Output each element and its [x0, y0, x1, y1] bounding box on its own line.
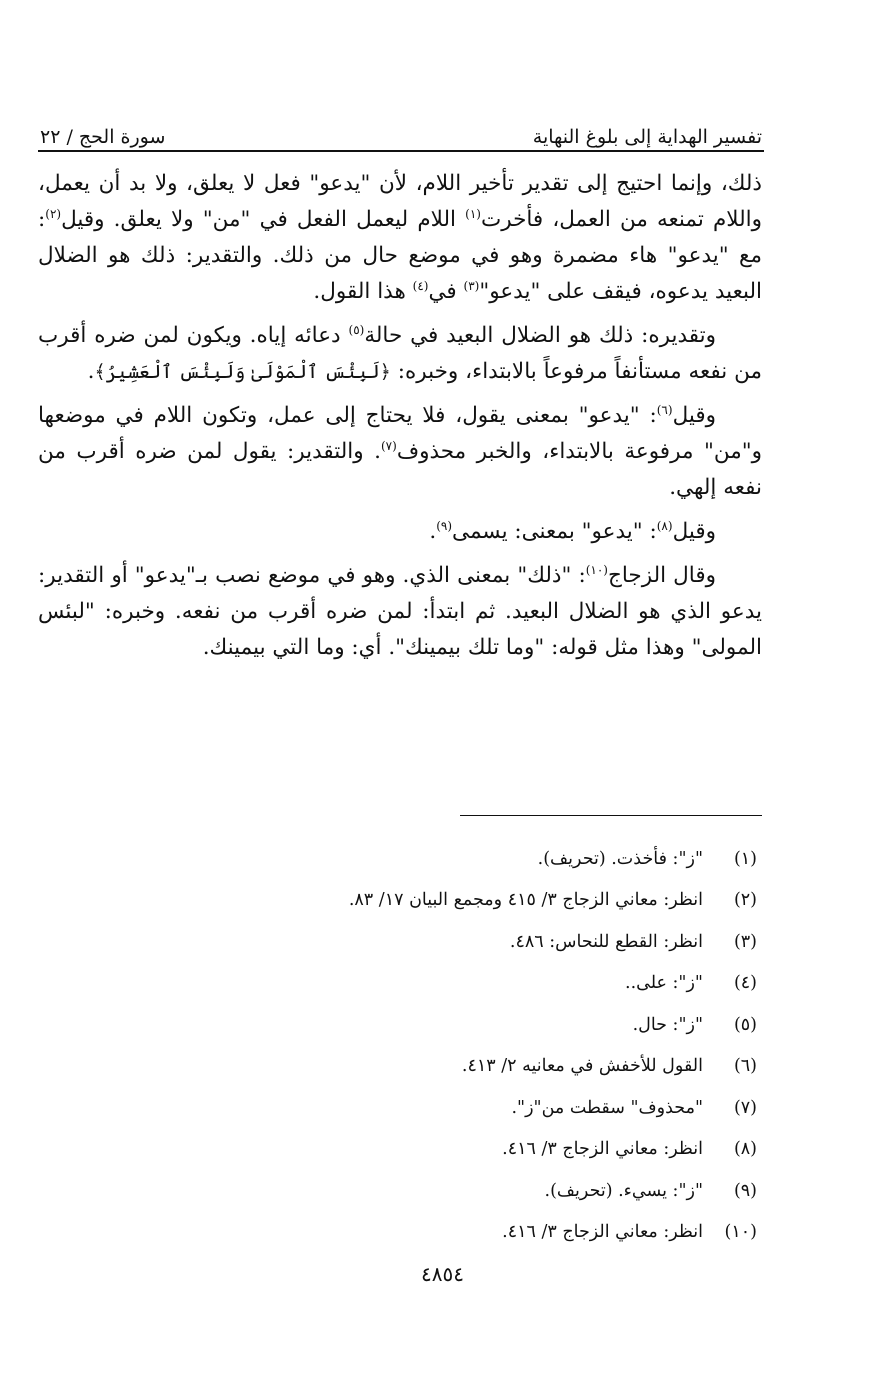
footnote-text: انظر: القطع للنحاس: ٤٨٦.: [509, 931, 703, 952]
footnote-text: انظر: معاني الزجاج ٣/ ٤١٥ ومجمع البيان ١٧/ ٨٣.: [348, 890, 703, 911]
text-segment: وتقديره: ذلك هو الضلال البعيد في حالة: [364, 323, 716, 348]
text-segment: : "يدعو" بمعنى: يسمى: [452, 519, 657, 544]
footnote-item: [157, 1087, 757, 1129]
footnote-number: (١): [733, 848, 757, 869]
text-segment: هذا القول.: [313, 279, 413, 304]
footnote-number: (٩): [733, 1180, 757, 1201]
footnote-text: القول للأخفش في معانيه ٢/ ٤١٣.: [461, 1056, 703, 1077]
footnote-number: (٧): [733, 1097, 757, 1118]
footnote-marker: (٨): [656, 518, 673, 533]
footnote-item: [157, 1212, 757, 1254]
text-segment: : "ذلك" بمعنى الذي. وهو في موضع نصب بـ"يدعو" أو التقدير: يدعو الذي هو الضلال البعيد. ثم ابتدأ: لمن ضره أقرب من نفعه. وخبره: "لبئس المولى" وهذا مثل قوله: "وما تلك بيمينك". أي: وما التي بيمينك.: [38, 563, 762, 660]
footnote-marker: (١٠): [585, 562, 608, 577]
text-segment: في: [428, 279, 464, 304]
footnote-item: [157, 921, 757, 963]
text-segment: . والتقدير: يقول لمن ضره أقرب من نفعه إلهي.: [38, 439, 762, 500]
footnote-text: انظر: معاني الزجاج ٣/ ٤١٦.: [502, 1222, 703, 1243]
footnote-item: [157, 963, 757, 1005]
text-segment: .: [87, 359, 95, 384]
text-segment: : "يدعو" بمعنى يقول، فلا يحتاج إلى عمل، وتكون اللام في موضعها و"من" مرفوعة بالابتداء، والخبر محذوف: [38, 403, 762, 464]
text-segment: وقيل: [672, 403, 716, 428]
paragraph: [38, 318, 762, 390]
text-segment: وقيل: [672, 519, 716, 544]
footnote-text: "ز": فأخذت. (تحريف).: [537, 848, 703, 869]
running-header: [40, 108, 762, 148]
footnote-marker: (٥): [348, 322, 365, 337]
footnote-number: (٢): [733, 890, 757, 911]
text-segment: اللام ليعمل الفعل في "من" ولا يعلق. وقيل: [61, 207, 466, 232]
main-text: [38, 166, 762, 674]
text-segment: ذلك، وإنما احتيج إلى تقدير تأخير اللام، لأن "يدعو" فعل لا يعلق، ولا بد أن يعمل، واللام تمنعه من العمل، فأخرت: [38, 171, 762, 232]
footnote-number: (١٠): [724, 1222, 757, 1243]
surah-reference: سورة الحج / ٢٢: [40, 126, 166, 148]
footnote-number: (٤): [733, 973, 757, 994]
footnote-item: [157, 838, 757, 880]
footnote-item: [157, 1046, 757, 1088]
text-segment: وقال الزجاج: [607, 563, 717, 588]
footnote-number: (٨): [733, 1139, 757, 1160]
paragraph: [38, 398, 762, 506]
footnote-text: "ز": حال.: [632, 1014, 703, 1035]
footnote-item: [157, 1004, 757, 1046]
book-title: تفسير الهداية إلى بلوغ النهاية: [532, 126, 762, 148]
text-segment: .: [429, 519, 437, 544]
footnote-number: (٥): [733, 1014, 757, 1035]
text-segment: : مع "يدعو" هاء مضمرة وهو في موضع حال من ذلك. والتقدير: ذلك هو الضلال البعيد يدعوه، فيقف على "يدعو": [38, 207, 762, 304]
footnote-number: (٦): [733, 1056, 757, 1077]
footnote-text: انظر: معاني الزجاج ٣/ ٤١٦.: [502, 1139, 703, 1160]
header-rule: [38, 150, 764, 152]
footnote-number: (٣): [733, 931, 757, 952]
footnote-marker: (٦): [656, 402, 673, 417]
footnote-text: "محذوف" سقطت من"ز".: [511, 1097, 703, 1118]
footnote-text: "ز": على..: [625, 973, 703, 994]
page-number: ٤٨٥٤: [421, 1262, 464, 1286]
paragraph: [38, 558, 762, 666]
footnote-item: [157, 1129, 757, 1171]
text-segment: دعائه إياه. ويكون لمن ضره أقرب من نفعه مستأنفاً مرفوعاً بالابتداء، وخبره:: [38, 323, 762, 384]
footnote-separator: [460, 815, 762, 816]
footnote-marker: (٣): [463, 278, 480, 293]
footnote-marker: (٩): [436, 518, 453, 533]
footnote-marker: (٧): [380, 438, 397, 453]
footnote-text: "ز": يسيء. (تحريف).: [544, 1180, 703, 1201]
footnote-marker: (١): [465, 206, 481, 221]
footnote-marker: (٢): [45, 206, 62, 221]
footnotes-list: [157, 838, 757, 1253]
footnote-marker: (٤): [412, 278, 429, 293]
paragraph: [38, 166, 762, 310]
footnote-item: [157, 880, 757, 922]
footnote-item: [157, 1170, 757, 1212]
quran-quote: ﴿لَبِئْسَ ٱلْمَوْلَىٰ وَلَبِئْسَ ٱلْعَشِيرُ﴾: [94, 361, 391, 383]
paragraph: [38, 514, 762, 550]
